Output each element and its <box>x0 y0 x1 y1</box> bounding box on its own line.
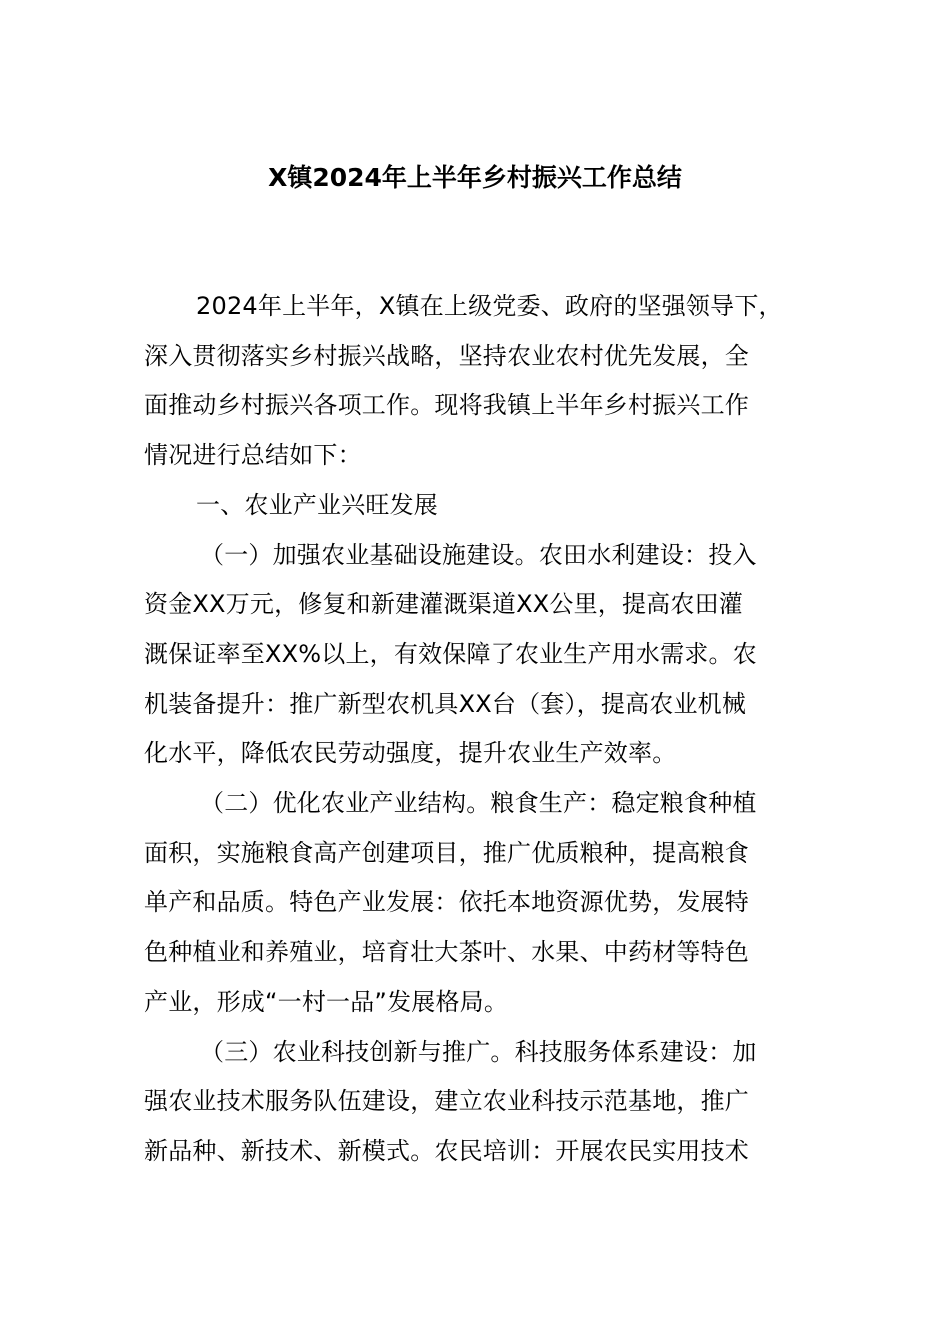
intro-paragraph <box>144 282 814 481</box>
text-line: （一）加强农业基础设施建设。农田水利建设：投入 <box>200 540 757 569</box>
text-line: （二）优化农业产业结构。粮食生产：稳定粮食种植 <box>200 789 757 818</box>
text-line: 强农业技术服务队伍建设，建立农业科技示范基地，推广 <box>144 1087 749 1116</box>
document-title: X镇2024年上半年乡村振兴工作总结 <box>268 163 682 192</box>
subsection-paragraph-1 <box>144 531 814 780</box>
text-line: 面推动乡村振兴各项工作。现将我镇上半年乡村振兴工作 <box>144 391 749 420</box>
subsection-paragraph-2 <box>144 779 814 1028</box>
text-line: 机装备提升：推广新型农机具XX台（套），提高农业机械 <box>144 689 747 718</box>
text-line: 溉保证率至XX%以上，有效保障了农业生产用水需求。农 <box>144 639 757 668</box>
text-line: 一、农业产业兴旺发展 <box>196 490 438 519</box>
text-line: 2024年上半年，X镇在上级党委、政府的坚强领导下， <box>196 292 783 320</box>
text-line: 深入贯彻落实乡村振兴战略，坚持农业农村优先发展，全 <box>144 341 749 370</box>
text-line: 单产和品质。特色产业发展：依托本地资源优势，发展特 <box>144 888 749 917</box>
text-line: 情况进行总结如下： <box>144 441 362 470</box>
subsection-paragraph-3 <box>144 1028 814 1177</box>
text-line: 资金XX万元，修复和新建灌溉渠道XX公里，提高农田灌 <box>144 590 743 619</box>
text-line: 产业，形成“一村一品”发展格局。 <box>144 987 509 1016</box>
text-line: 新品种、新技术、新模式。农民培训：开展农民实用技术 <box>144 1136 749 1165</box>
text-line: （三）农业科技创新与推广。科技服务体系建设：加 <box>200 1037 757 1066</box>
text-line: 面积，实施粮食高产创建项目，推广优质粮种，提高粮食 <box>144 838 749 867</box>
document-body <box>144 282 814 1177</box>
section-heading-1 <box>144 481 814 531</box>
text-line: 化水平，降低农民劳动强度，提升农业生产效率。 <box>144 739 677 768</box>
text-line: 色种植业和养殖业，培育壮大茶叶、水果、中药材等特色 <box>144 938 749 967</box>
